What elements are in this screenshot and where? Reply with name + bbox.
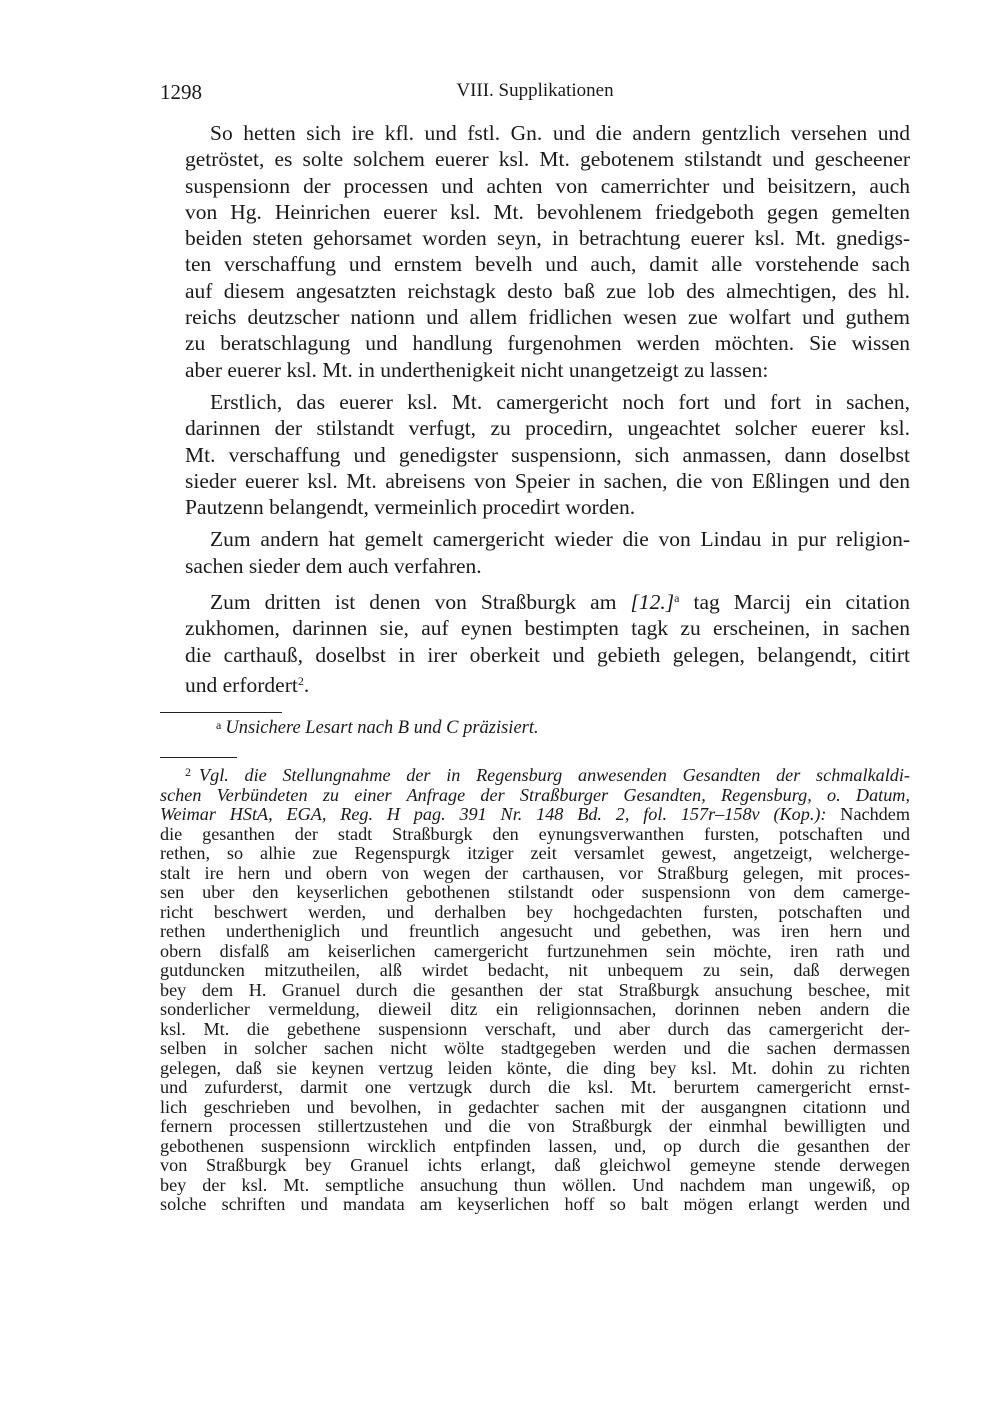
archival-citation: Weimar HStA, EGA, Reg. H pag. 391 Nr. 148 Bd. 2, fol. 157r–158v (Kop.):: [160, 804, 827, 824]
text-line: [160, 763, 910, 786]
text-line: ksl. Mt. die gebethene suspensionn verschaft, und aber durch das camergericht der-: [160, 1018, 910, 1039]
text-run: Nachdem: [826, 804, 910, 824]
text-line: suspensionn der processen und achten von camerrichter und beisitzern, auch: [185, 173, 910, 198]
text-line: auf diesem angesatzten reichstagk desto baß zue lob des almechtigen, des hl.: [185, 278, 910, 303]
text-line: getröstet, es solte solchem euerer ksl. Mt. gebotenem stilstandt und gescheener: [185, 147, 910, 172]
footnote-marker: 2: [185, 765, 191, 779]
text-line: sonderlicher vermeldung, dieweil ditz ein religionnsachen, dorinnen neben andern die: [160, 999, 910, 1019]
text-line: bey der ksl. Mt. semptliche ansuchung thun wöllen. Und nachdem man ungewiß, op: [160, 1174, 910, 1195]
text-line: [160, 585, 910, 615]
text-line: sachen sieder dem auch verfahren.: [185, 553, 482, 578]
text-line: stalt ire hern und obern von wegen der carthausen, vor Straßburg gelegen, mit proces-: [160, 862, 910, 883]
text-line: beiden steten gehorsamet worden seyn, in betrachtung euerer ksl. Mt. gnedigs-: [185, 226, 910, 251]
text-line: obern disfalß am keiserlichen camergericht furtzunehmen sein möchte, iren rath und: [160, 940, 910, 961]
text-line: zu beratschlagung und handlung furgenohmen werden möchten. Sie wissen: [185, 331, 910, 356]
text-line: zukhomen, darinnen sie, auf eynen bestimpten tagk zu erscheinen, in sachen: [185, 616, 910, 641]
text-line: gelegen, daß sie keynen vertzug leiden könte, die ding bey ksl. Mt. dohin zu richten: [160, 1057, 910, 1078]
text-run: und erfordert: [185, 672, 298, 697]
text-line: richt beschwert werden, und derhalben bey hochgedachten fursten, potschaften und: [160, 901, 910, 922]
text-line: Erstlich, das euerer ksl. Mt. camergericht noch fort und fort in sachen,: [210, 389, 910, 414]
footnote-ref-a: a: [674, 591, 680, 606]
text-line: aber euerer ksl. Mt. in underthenigkeit nicht unangetzeigt zu lassen:: [185, 357, 769, 382]
text-line: sen uber den keyserlichen gebothenen stilstandt oder suspensionn von dem camerge-: [160, 882, 910, 902]
text-line: darinnen der stilstandt verfugt, zu procedirn, ungeachtet solcher euerer ksl.: [185, 416, 910, 441]
page-header: [160, 80, 910, 106]
editorial-date: [12.]: [630, 590, 675, 615]
paragraph-2: [160, 389, 910, 520]
footnote-marker: a: [216, 718, 222, 732]
text-line: sieder euerer ksl. Mt. abreisens von Speier in sachen, die von Eßlingen und den: [185, 468, 910, 493]
footnote-text: Unsichere Lesart nach B und C präzisiert.: [225, 718, 539, 738]
text-line: fernern processen stillertzustehen und die von Straßburgk der einmhal bewilligten und: [160, 1116, 910, 1136]
text-line: von Straßburgk bey Granuel ichts erlangt, daß gleichwol gemeyne stende derwegen: [160, 1155, 910, 1175]
text-run: Zum dritten ist denen von Straßburgk am: [210, 590, 631, 615]
text-line: solche schriften und mandata am keyserlichen hoff so balt mögen erlangt werden und: [160, 1194, 910, 1214]
text-line: [160, 668, 910, 698]
text-line: bey dem H. Granuel durch die gesanthen der stat Straßburgk ansuchung beschee, mit: [160, 979, 910, 1000]
text-line: die gesanthen der stadt Straßburgk den eynungsverwanthen fursten, potschaften und: [160, 823, 910, 844]
running-head: VIII. Supplikationen: [456, 80, 614, 101]
text-line: [160, 805, 910, 825]
footnote-rule-commentary: [160, 757, 237, 758]
text-line: ten verschaffung und ernstem bevelh und auch, damit alle vorstehende sach: [185, 252, 910, 277]
text-line: reichs deutzscher nationn und allem fridlichen wesen zue wolfart und guthem: [185, 305, 910, 330]
text-line: die carthauß, doselbst in irer oberkeit und gebieth gelegen, belangendt, citirt: [185, 642, 910, 667]
footnote-a: [216, 718, 539, 739]
footnote-ref-2: 2: [297, 673, 304, 688]
text-line: Mt. verschaffung und genedigster suspensionn, sich anmassen, dann doselbst: [185, 442, 910, 467]
text-line: schen Verbündeten zu einer Anfrage der Straßburger Gesandten, Regensburg, o. Datum,: [160, 784, 910, 805]
text-line: von Hg. Heinrichen euerer ksl. Mt. bevohlenem friedgeboth gegen gemelten: [185, 199, 910, 224]
footnote-2: [160, 763, 910, 1215]
paragraph-1: [160, 120, 910, 383]
page-number: 1298: [160, 80, 202, 104]
text-line: Zum andern hat gemelt camergericht wieder die von Lindau in pur religion-: [210, 527, 910, 552]
text-line: selben in solcher sachen nicht wölte stadtgegeben werden und die sachen dermassen: [160, 1038, 910, 1058]
main-text: [160, 120, 910, 704]
text-line: lich geschrieben und bevolhen, in gedachter sachen mit der ausgangnen citationn und: [160, 1096, 910, 1117]
text-line: rethen, so alhie zue Regenspurgk itziger zeit versamlet gewest, angetzeigt, welcherge-: [160, 843, 910, 863]
paragraph-4: [160, 585, 910, 698]
text-line: und zufurderst, darmit one vertzugk durch die ksl. Mt. berurtem camergericht ernst-: [160, 1077, 910, 1097]
text-line: gebothenen suspensionn wircklich entpfinden lassen, und, op durch die gesanthen der: [160, 1135, 910, 1156]
text-run: tag Marcij ein citation: [679, 590, 910, 615]
text-run: Vgl. die Stellungnahme der in Regensburg anwesenden Gesandten der schmalkaldi-: [199, 765, 910, 785]
text-line: Pautzenn belangendt, vermeinlich procedirt worden.: [185, 495, 636, 520]
paragraph-3: [160, 526, 910, 579]
text-run: .: [303, 672, 310, 697]
footnote-rule-textual: [160, 712, 282, 713]
text-line: rethen undertheniglich und freuntlich angesucht und gebethen, was iren hern und: [160, 921, 910, 941]
text-line: So hetten sich ire kfl. und fstl. Gn. und die andern gentzlich versehen und: [210, 121, 910, 145]
text-line: gutduncken mitzutheilen, alß wirdet bedacht, nit unbequem zu sein, daß derwegen: [160, 960, 910, 980]
